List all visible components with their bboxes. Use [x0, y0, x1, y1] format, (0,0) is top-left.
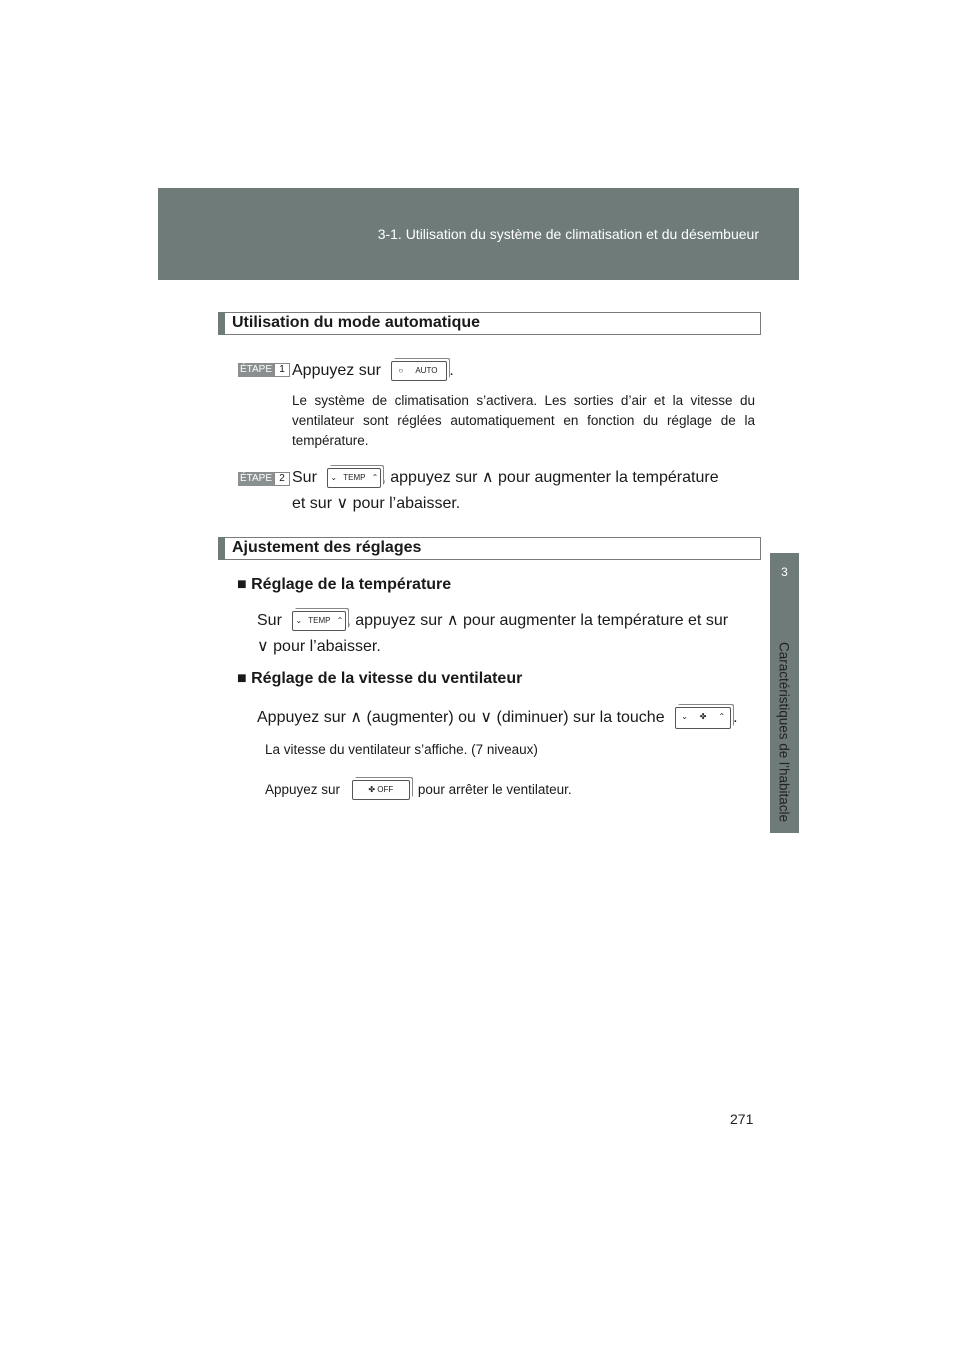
temp-button [292, 611, 346, 631]
fan-speed-instruction [257, 707, 738, 729]
chevron-down-icon: ⌄ [330, 473, 338, 482]
step2-instruction [292, 468, 719, 488]
step-label: ÉTAPE [239, 473, 273, 484]
fan-off-label: OFF [377, 785, 394, 795]
fan-icon: ✤ [699, 712, 707, 721]
section-heading-adjustments [218, 537, 761, 560]
temperature-instruction [257, 611, 728, 631]
square-bullet-icon: ■ [237, 670, 252, 687]
chevron-up-icon: ⌃ [336, 616, 344, 625]
chevron-down-icon: ⌄ [295, 616, 303, 625]
step-number: 2 [274, 472, 290, 486]
step-number: 1 [274, 363, 290, 377]
fan-text-before: Appuyez sur ∧ (augmenter) ou ∨ (diminuer) sur la touche [257, 709, 665, 727]
fan-note-levels: La vitesse du ventilateur s’affiche. (7 niveaux) [265, 742, 538, 757]
fan-text-after: . [733, 709, 738, 727]
chapter-number: 3 [781, 565, 788, 579]
chapter-label: Caractéristiques de l’habitacle [776, 641, 792, 823]
temperature-heading-text: Réglage de la température [251, 576, 452, 593]
fan-off-button [352, 780, 410, 800]
step1-instruction [292, 361, 454, 381]
fan-note-off [265, 780, 572, 800]
temperature-text-line2: ∨ pour l’abaisser. [257, 638, 381, 655]
temperature-heading [237, 576, 451, 594]
step2-text-before: Sur [292, 469, 317, 487]
section-title: Ajustement des réglages [232, 539, 422, 556]
step2-text-after: , appuyez sur ∧ pour augmenter la température [381, 469, 719, 487]
page-number: 271 [730, 1111, 754, 1127]
chevron-down-icon: ⌄ [681, 712, 688, 721]
auto-indicator-icon: ○ [398, 366, 404, 375]
header-section-title: 3-1. Utilisation du système de climatisation et du désembueur [377, 226, 759, 242]
step-badge-2 [238, 472, 290, 486]
step2-text-line2: et sur ∨ pour l’abaisser. [292, 495, 461, 512]
temp-text-before: Sur [257, 612, 282, 630]
fan-speed-heading-text: Réglage de la vitesse du ventilateur [251, 670, 523, 687]
step1-text-before: Appuyez sur [292, 362, 381, 380]
step-badge-1 [238, 363, 290, 377]
fan-icon: ✤ [368, 785, 376, 795]
chevron-up-icon: ⌃ [718, 712, 726, 721]
step1-note: Le système de climatisation s’activera. Les sorties d’air et la vitesse du ventilateur sont réglées automatiquement en fonction du réglage de la température. [292, 393, 755, 448]
temp-button-label: TEMP [308, 616, 331, 625]
auto-button-label: AUTO [415, 366, 438, 375]
section-heading-auto-mode [218, 312, 761, 335]
fan-speed-button [675, 707, 731, 729]
chevron-up-icon: ⌃ [371, 473, 379, 482]
fan-off-text-before: Appuyez sur [265, 782, 341, 797]
temp-button-label: TEMP [343, 473, 366, 482]
step1-text-after: . [449, 362, 454, 380]
auto-button [391, 361, 447, 381]
step-label: ÉTAPE [239, 364, 273, 375]
chapter-header [158, 188, 799, 280]
temp-text-after: , appuyez sur ∧ pour augmenter la température et sur [346, 612, 729, 630]
section-title: Utilisation du mode automatique [232, 314, 481, 331]
fan-off-text-after: pour arrêter le ventilateur. [417, 782, 572, 797]
square-bullet-icon: ■ [237, 576, 252, 593]
fan-speed-heading [237, 670, 522, 688]
temp-button [327, 468, 381, 488]
